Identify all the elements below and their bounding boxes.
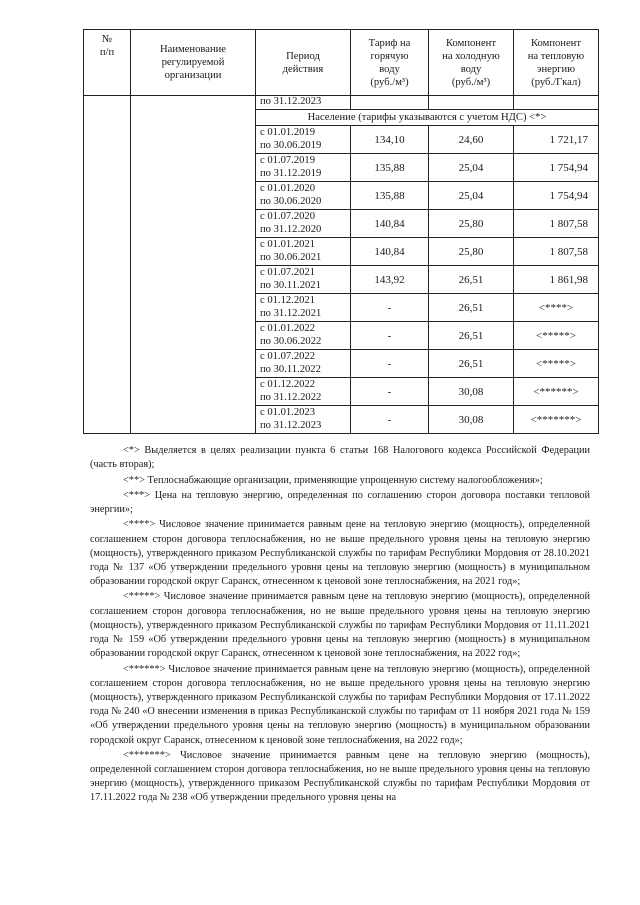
heat-energy-value: 1 754,94 <box>514 182 599 210</box>
cold-water-value: 26,51 <box>429 350 514 378</box>
period-to: по 30.06.2019 <box>260 139 322 151</box>
cold-water-value: 26,51 <box>429 322 514 350</box>
hot-water-value: 140,84 <box>351 210 429 238</box>
header-period: Период действия <box>256 30 351 96</box>
organization-cell <box>131 96 256 434</box>
cold-water-value: 24,60 <box>429 126 514 154</box>
continuation-row <box>84 96 599 110</box>
period-cell <box>256 182 351 210</box>
footnote: <*> Выделяется в целях реализации пункта 6 статьи 168 Налогового кодекса Российской Федерации (часть вторая); <box>90 445 590 471</box>
cold-water-value: 25,04 <box>429 182 514 210</box>
heat-energy-value: <****> <box>514 294 599 322</box>
table-header-row <box>84 30 599 96</box>
footnote: <*******> Числовое значение принимается равным цене на тепловую энергию (мощность), определенной соглашением сторон договора теплоснабжения, но не выше предельного уровня цены на тепловую энергию (мощность), утвержденного приказом Республиканской службы по тарифам Республики Мордовия от 17.11.2022 года № 238 «Об утверждении предельного уровня цены на <box>90 749 590 804</box>
heat-energy-value: 1 721,17 <box>514 126 599 154</box>
hot-water-value: 135,88 <box>351 154 429 182</box>
period-from: с 01.07.2021 <box>260 267 316 278</box>
period-to: по 30.11.2022 <box>260 363 321 375</box>
period-cell <box>256 406 351 434</box>
period-from: с 01.01.2019 <box>260 127 316 138</box>
header-num: № п/п <box>84 30 131 96</box>
cold-water-value: 26,51 <box>429 294 514 322</box>
heat-energy-value: <******> <box>514 378 599 406</box>
period-from: с 01.07.2020 <box>260 211 316 222</box>
heat-energy-value: 1 861,98 <box>514 266 599 294</box>
hot-water-value: 135,88 <box>351 182 429 210</box>
cold-water-value: 25,04 <box>429 154 514 182</box>
period-to: по 30.06.2020 <box>260 195 322 207</box>
hot-water-value: 134,10 <box>351 126 429 154</box>
header-cold-water-component: Компонент на холодную воду (руб./м³) <box>429 30 514 96</box>
num-cell <box>84 96 131 434</box>
heat-energy-value: <*****> <box>514 350 599 378</box>
continuation-hot <box>351 96 429 110</box>
period-cell <box>256 350 351 378</box>
hot-water-value: - <box>351 322 429 350</box>
period-cell <box>256 322 351 350</box>
cold-water-value: 25,80 <box>429 238 514 266</box>
heat-energy-value: <*******> <box>514 406 599 434</box>
period-cell <box>256 266 351 294</box>
hot-water-value: 143,92 <box>351 266 429 294</box>
period-cell <box>256 126 351 154</box>
period-cell <box>256 210 351 238</box>
heat-energy-value: <*****> <box>514 322 599 350</box>
period-from: с 01.01.2020 <box>260 183 316 194</box>
header-organization: Наименование регулируемой организации <box>131 30 256 96</box>
period-from: с 01.01.2021 <box>260 239 316 250</box>
header-hot-water-tariff: Тариф на горячую воду (руб./м³) <box>351 30 429 96</box>
footnote: <*****> Числовое значение принимается равным цене на тепловую энергию (мощность), определенной соглашением сторон договора теплоснабжения, но не выше предельного уровня цены на тепловую энергию (мощность), утвержденного приказом Республиканской службы по тарифам Республики Мордовия от 11.11.2021 года № 159 «Об утверждении предельного уровня цены на тепловую энергию (мощность) в муниципальном образовании городской округ Саранск, отнесенном к ценовой зоне теплоснабжения, на 2022 год»; <box>90 591 590 660</box>
period-from: с 01.07.2019 <box>260 155 316 166</box>
period-to: по 31.12.2019 <box>260 167 322 179</box>
heat-energy-value: 1 807,58 <box>514 210 599 238</box>
period-to: по 30.06.2021 <box>260 251 322 263</box>
period-to: по 30.06.2022 <box>260 335 322 347</box>
header-heat-energy-component: Компонент на тепловую энергию (руб./Гкал) <box>514 30 599 96</box>
cold-water-value: 25,80 <box>429 210 514 238</box>
period-to: по 31.12.2020 <box>260 223 322 235</box>
cold-water-value: 30,08 <box>429 378 514 406</box>
cold-water-value: 30,08 <box>429 406 514 434</box>
period-to: по 30.11.2021 <box>260 279 321 291</box>
continuation-period: по 31.12.2023 <box>256 96 351 110</box>
period-from: с 01.12.2021 <box>260 295 316 306</box>
period-cell <box>256 294 351 322</box>
period-to: по 31.12.2021 <box>260 307 322 319</box>
period-to: по 31.12.2022 <box>260 391 322 403</box>
cold-water-value: 26,51 <box>429 266 514 294</box>
period-from: с 01.01.2023 <box>260 407 316 418</box>
hot-water-value: - <box>351 406 429 434</box>
hot-water-value: - <box>351 350 429 378</box>
footnote: <******> Числовое значение принимается равным цене на тепловую энергию (мощность), определенной соглашением сторон договора теплоснабжения, но не выше предельного уровня цены на тепловую энергию (мощность), утвержденного приказом Республиканской службы по тарифам Республики Мордовия от 17.11.2022 года № 240 «О внесении изменения в приказ Республиканской службы по тарифам от 11 ноября 2021 года № 159 «Об утверждении предельного уровня цены на тепловую энергию (мощность) в муниципальном образовании городской округ Саранск, отнесенном к ценовой зоне теплоснабжения, на 2022 год»; <box>90 663 590 746</box>
period-cell <box>256 154 351 182</box>
heat-energy-value: 1 754,94 <box>514 154 599 182</box>
period-from: с 01.07.2022 <box>260 351 316 362</box>
period-from: с 01.01.2022 <box>260 323 316 334</box>
period-cell <box>256 238 351 266</box>
heat-energy-value: 1 807,58 <box>514 238 599 266</box>
tariff-table <box>83 29 599 434</box>
footnote: <****> Числовое значение принимается равным цене на тепловую энергию (мощность), определенной соглашением сторон договора теплоснабжения, но не выше предельного уровня цены на тепловую энергию (мощность), утвержденного приказом Республиканской службы по тарифам Республики Мордовия от 28.10.2021 года № 137 «Об утверждении предельного уровня цены на тепловую энергию (мощность) в муниципальном образовании городской округ Саранск, отнесенном к ценовой зоне теплоснабжения, на 2021 год»; <box>90 519 590 588</box>
footnotes <box>90 444 590 807</box>
continuation-heat <box>514 96 599 110</box>
section-label: Население (тарифы указываются с учетом НДС) <*> <box>256 110 599 126</box>
period-cell <box>256 378 351 406</box>
period-from: с 01.12.2022 <box>260 379 316 390</box>
period-to: по 31.12.2023 <box>260 419 322 431</box>
hot-water-value: 140,84 <box>351 238 429 266</box>
hot-water-value: - <box>351 294 429 322</box>
continuation-cold <box>429 96 514 110</box>
footnote: <***> Цена на тепловую энергию, определенная по соглашению сторон договора поставки тепловой энергии»; <box>90 489 590 515</box>
hot-water-value: - <box>351 378 429 406</box>
footnote: <**> Теплоснабжающие организации, применяющие упрощенную систему налогообложения»; <box>123 474 543 486</box>
